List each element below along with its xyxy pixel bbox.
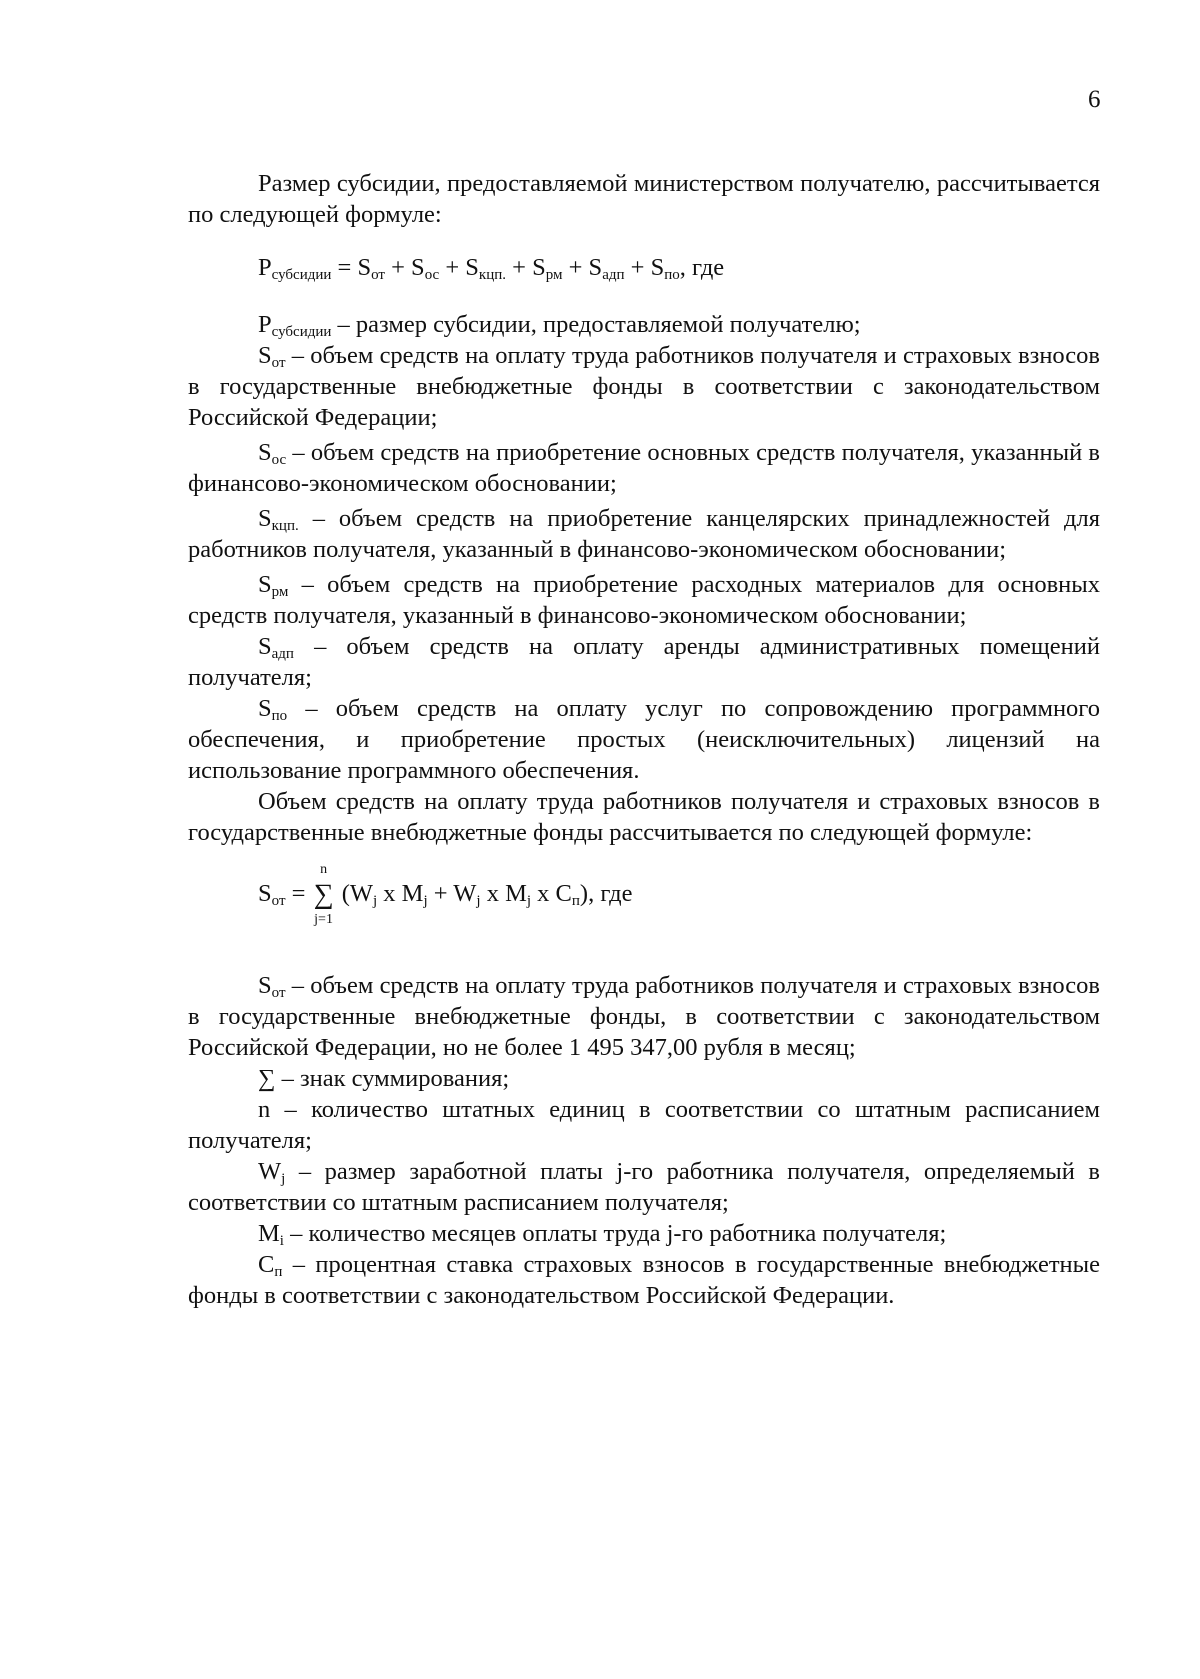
- sum-lower-limit: j=1: [314, 912, 333, 928]
- def2-s-ot: $S_{от}$ – объем средств на оплату труда работников получателя и страховых взносов в государственные внебюджетные фонды, в соответствии с законодательством Российской Федерации, но не более 1 495 347,00 рубля в месяц;: [188, 972, 1100, 1061]
- def2-w: $W_j$ – размер заработной платы j-го работника получателя, определяемый в соответствии со штатным расписанием получателя;: [188, 1158, 1100, 1216]
- sum-sign: ∑: [313, 879, 334, 911]
- sum-operator: [312, 863, 336, 927]
- sum-upper-limit: n: [320, 862, 328, 878]
- labor-paragraph: Объем средств на оплату труда работников получателя и страховых взносов в государственные внебюджетные фонды рассчитывается по следующей формуле:: [188, 788, 1100, 846]
- intro-paragraph: Размер субсидии, предоставляемой министерством получателю, рассчитывается по следующей формуле:: [188, 170, 1100, 228]
- subsidy-formula: $Р_{субсидии} = S_{от} + S_{ос} + S_{кцп.} + S_{рм} + S_{адп} + S_{по}$, где: [258, 254, 725, 283]
- def-s-kcp: $S_{кцп.}$ – объем средств на приобретение канцелярских принадлежностей для работников получателя, указанный в финансово-экономическом обосновании;: [188, 505, 1100, 563]
- def-s-rm: $S_{рм}$ – объем средств на приобретение расходных материалов для основных средств получателя, указанный в финансово-экономическом обосновании;: [188, 571, 1100, 629]
- def-s-po: $S_{по}$ – объем средств на оплату услуг по сопровождению программного обеспечения, и приобретение простых (неисключительных) лицензий на использование программного обеспечения.: [188, 695, 1100, 784]
- def2-n: n – количество штатных единиц в соответствии со штатным расписанием получателя;: [188, 1096, 1100, 1154]
- def2-m: $M_i$ – количество месяцев оплаты труда j-го работника получателя;: [258, 1220, 947, 1249]
- def2-c: $С_п$ – процентная ставка страховых взносов в государственные внебюджетные фонды в соответствии с законодательством Российской Федерации.: [188, 1251, 1100, 1309]
- page-number: 6: [1088, 86, 1101, 113]
- document-body: [188, 168, 1100, 1311]
- def-p-subsidy: $Р_{субсидии}$ – размер субсидии, предоставляемой получателю;: [258, 311, 861, 340]
- def-s-adp: $S_{адп}$ – объем средств на оплату аренды административных помещений получателя;: [188, 633, 1100, 691]
- def-s-ot: $S_{от}$ – объем средств на оплату труда работников получателя и страховых взносов в государственные внебюджетные фонды в соответствии с законодательством Российской Федерации;: [188, 342, 1100, 431]
- def2-sum: ∑ – знак суммирования;: [258, 1065, 510, 1092]
- def-s-os: $S_{ос}$ – объем средств на приобретение основных средств получателя, указанный в финансово-экономическом обосновании;: [188, 439, 1100, 497]
- labor-formula: $S_{от}$ = n ∑ j=1 ($W_j$ x $M_j + W_j$ x $M_j$ x $C_п$), где: [258, 862, 633, 928]
